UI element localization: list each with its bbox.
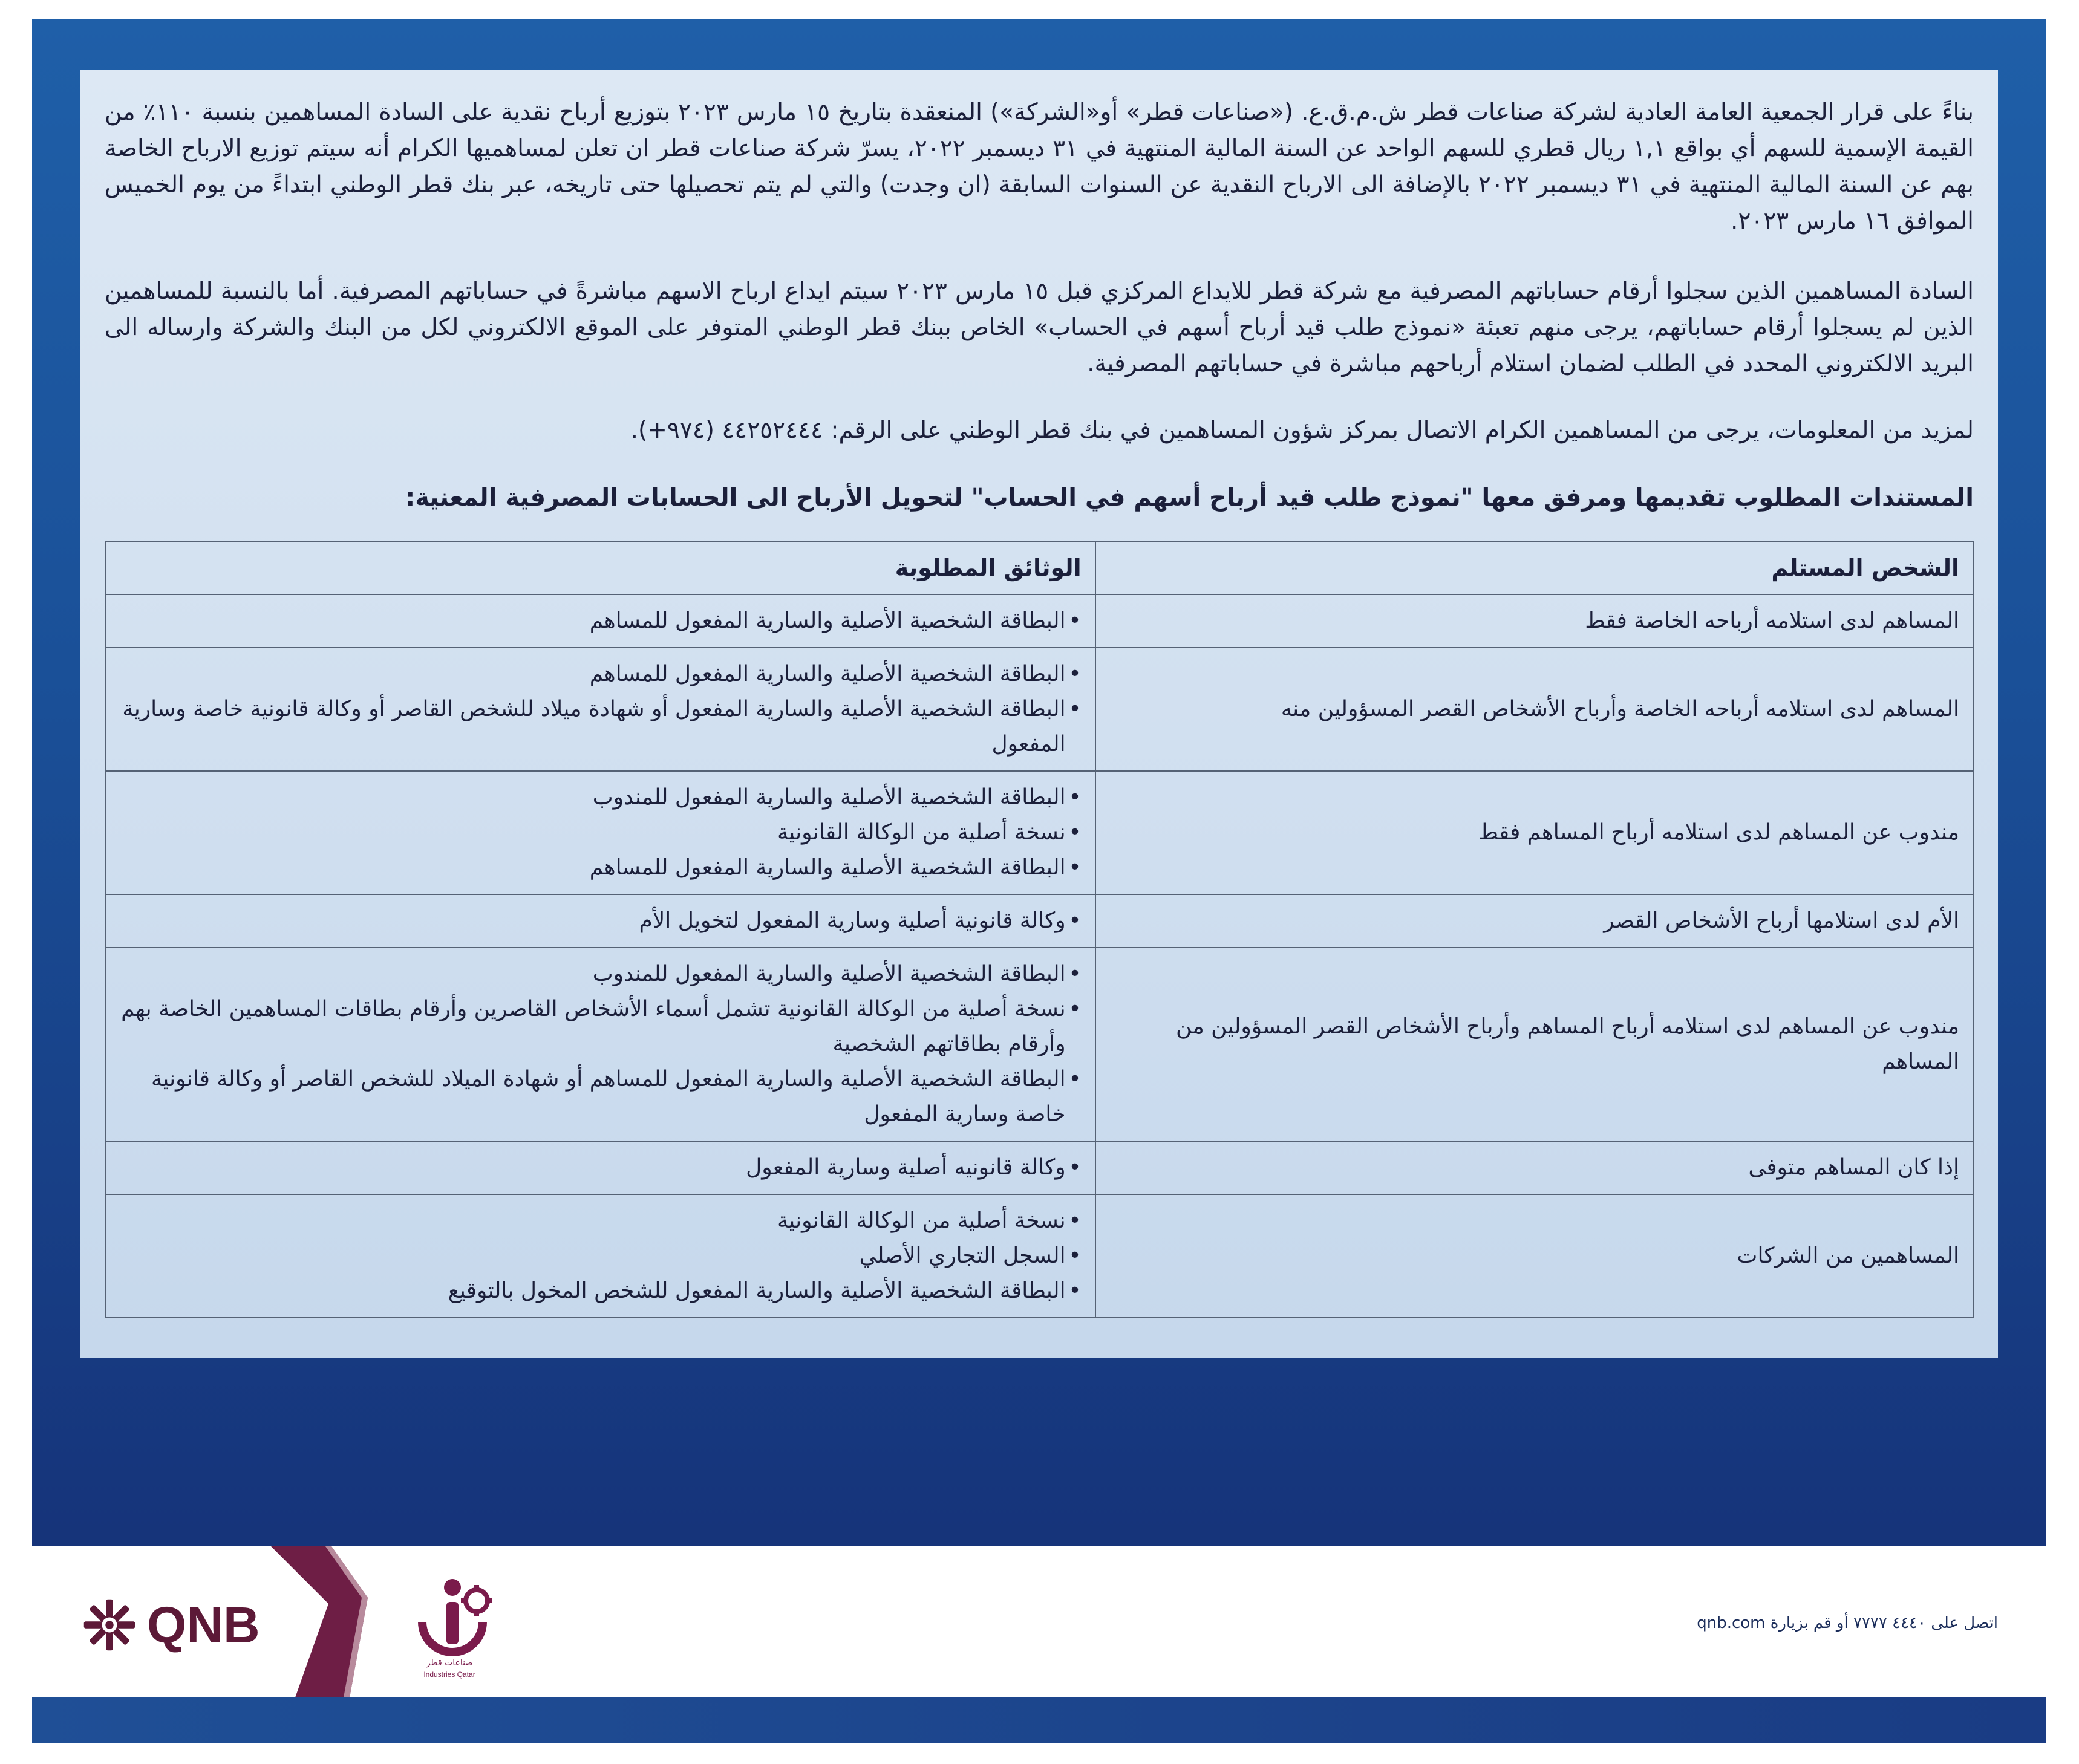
documents-cell bbox=[105, 648, 1095, 771]
document-item: • البطاقة الشخصية الأصلية والسارية المفعول للمساهم أو شهادة الميلاد للشخص القاصر أو وكالة قانونية خاصة وسارية المفعول bbox=[119, 1062, 1082, 1132]
table-row bbox=[105, 771, 1973, 894]
table-row bbox=[105, 1194, 1973, 1318]
document-item: • البطاقة الشخصية الأصلية والسارية المفعول للشخص المخول بالتوقيع bbox=[119, 1274, 1082, 1309]
recipient-cell: مندوب عن المساهم لدى استلامه أرباح المساهم وأرباح الأشخاص القصر المسؤولين من المساهم bbox=[1095, 948, 1973, 1141]
notice-panel bbox=[80, 70, 1998, 1358]
document-item: • البطاقة الشخصية الأصلية والسارية المفعول للمندوب bbox=[119, 957, 1082, 992]
qnb-snowflake-icon bbox=[80, 1596, 139, 1654]
document-item: • البطاقة الشخصية الأصلية والسارية المفعول للمساهم bbox=[119, 604, 1082, 639]
contact-text: اتصل على ٤٤٤٠ ٧٧٧٧ أو قم بزيارة qnb.com bbox=[1697, 1614, 1998, 1632]
recipient-cell: المساهمين من الشركات bbox=[1095, 1194, 1973, 1318]
documents-list bbox=[119, 957, 1082, 1132]
bottom-band bbox=[32, 1697, 2046, 1743]
column-header-recipient: الشخص المستلم bbox=[1095, 541, 1973, 594]
table-heading: المستندات المطلوب تقديمها ومرفق معها "نموذج طلب قيد أرباح أسهم في الحساب" لتحويل الأرباح الى الحسابات المصرفية المعنية: bbox=[405, 484, 1974, 512]
contact-paragraph: لمزيد من المعلومات، يرجى من المساهمين الكرام الاتصال بمركز شؤون المساهمين في بنك قطر الوطني على الرقم: ٤٤٢٥٢٤٤٤ (٩٧٤+). bbox=[630, 417, 1974, 444]
recipient-cell: المساهم لدى استلامه أرباحه الخاصة وأرباح الأشخاص القصر المسؤولين منه bbox=[1095, 648, 1973, 771]
recipient-cell: الأم لدى استلامها أرباح الأشخاص القصر bbox=[1095, 894, 1973, 948]
document-item: • البطاقة الشخصية الأصلية والسارية المفعول للمساهم bbox=[119, 657, 1082, 692]
documents-list bbox=[119, 780, 1082, 885]
industries-qatar-name-ar: صناعات قطر bbox=[426, 1658, 473, 1668]
documents-cell bbox=[105, 1141, 1095, 1194]
document-item: • وكالة قانونية أصلية وسارية المفعول لتخويل الأم bbox=[119, 903, 1082, 939]
table-row bbox=[105, 948, 1973, 1141]
document-item: • البطاقة الشخصية الأصلية والسارية المفعول للمندوب bbox=[119, 780, 1082, 815]
document-item: • وكالة قانونيه أصلية وسارية المفعول bbox=[119, 1150, 1082, 1185]
documents-cell bbox=[105, 771, 1095, 894]
table-row bbox=[105, 894, 1973, 948]
documents-cell bbox=[105, 1194, 1095, 1318]
documents-list bbox=[119, 1203, 1082, 1309]
industries-qatar-name-en: Industries Qatar bbox=[423, 1670, 475, 1679]
documents-cell bbox=[105, 894, 1095, 948]
qnb-logo-text: QNB bbox=[147, 1596, 260, 1653]
required-documents-table bbox=[105, 541, 1974, 1318]
advertisement bbox=[32, 19, 2046, 1743]
footer-bar bbox=[32, 1546, 2046, 1697]
documents-list bbox=[119, 657, 1082, 762]
document-item: • البطاقة الشخصية الأصلية والسارية المفعول أو شهادة ميلاد للشخص القاصر أو وكالة قانونية خاصة وسارية المفعول bbox=[119, 692, 1082, 762]
documents-list bbox=[119, 903, 1082, 939]
document-item: • نسخة أصلية من الوكالة القانونية bbox=[119, 1203, 1082, 1238]
documents-list bbox=[119, 1150, 1082, 1185]
document-item: • نسخة أصلية من الوكالة القانونية bbox=[119, 815, 1082, 850]
documents-cell bbox=[105, 594, 1095, 648]
documents-cell bbox=[105, 948, 1095, 1141]
qnb-logo bbox=[80, 1592, 260, 1658]
announcement-paragraph: بناءً على قرار الجمعية العامة العادية لشركة صناعات قطر ش.م.ق.ع. («صناعات قطر» أو«الشركة») المنعقدة بتاريخ ١٥ مارس ٢٠٢٣ بتوزيع أرباح نقدية على السادة المساهمين بنسبة ١١٠٪ من القيمة الإسمية للسهم أي بواقع ١,١ ريال قطري للسهم الواحد عن السنة المالية المنتهية في ٣١ ديسمبر ٢٠٢٢، يسرّ شركة صناعات قطر ان تعلن لمساهميها الكرام أنه سيتم توزيع الارباح الخاصة بهم عن السنة المالية المنتهية في ٣١ ديسمبر ٢٠٢٢ بالإضافة الى الارباح النقدية عن السنوات السابقة (ان وجدت) والتي لم يتم تحصيلها حتى تاريخه، عبر بنك قطر الوطني ابتداءً من يوم الخميس الموافق ١٦ مارس ٢٠٢٣. bbox=[105, 99, 1974, 235]
document-item: • نسخة أصلية من الوكالة القانونية تشمل أسماء الأشخاص القاصرين وأرقام بطاقات المساهمين الخاصة بهم وأرقام بطاقاتهم الشخصية bbox=[119, 992, 1082, 1062]
documents-list bbox=[119, 604, 1082, 639]
recipient-cell: المساهم لدى استلامه أرباحه الخاصة فقط bbox=[1095, 594, 1973, 648]
table-row bbox=[105, 1141, 1973, 1194]
table-row bbox=[105, 594, 1973, 648]
bank-account-paragraph: السادة المساهمين الذين سجلوا أرقام حساباتهم المصرفية مع شركة قطر للايداع المركزي قبل ١٥ مارس ٢٠٢٣ سيتم ايداع ارباح الاسهم مباشرةً في حساباتهم المصرفية. أما بالنسبة للمساهمين الذين لم يسجلوا أرقام حساباتهم، يرجى منهم تعبئة «نموذج طلب قيد أرباح أسهم في الحساب» الخاص ببنك قطر الوطني المتوفر على الموقع الالكتروني لكل من البنك والشركة وارساله الى البريد الالكتروني المحدد في الطلب لضمان استلام أرباحهم مباشرة في حساباتهم المصرفية. bbox=[105, 278, 1974, 377]
column-header-documents: الوثائق المطلوبة bbox=[105, 541, 1095, 594]
document-item: • السجل التجاري الأصلي bbox=[119, 1238, 1082, 1274]
recipient-cell: إذا كان المساهم متوفى bbox=[1095, 1141, 1973, 1194]
brand-swoosh-graphic bbox=[271, 1546, 368, 1697]
document-item: • البطاقة الشخصية الأصلية والسارية المفعول للمساهم bbox=[119, 850, 1082, 885]
table-body bbox=[105, 594, 1973, 1318]
recipient-cell: مندوب عن المساهم لدى استلامه أرباح المساهم فقط bbox=[1095, 771, 1973, 894]
table-header-row bbox=[105, 541, 1973, 594]
table-row bbox=[105, 648, 1973, 771]
